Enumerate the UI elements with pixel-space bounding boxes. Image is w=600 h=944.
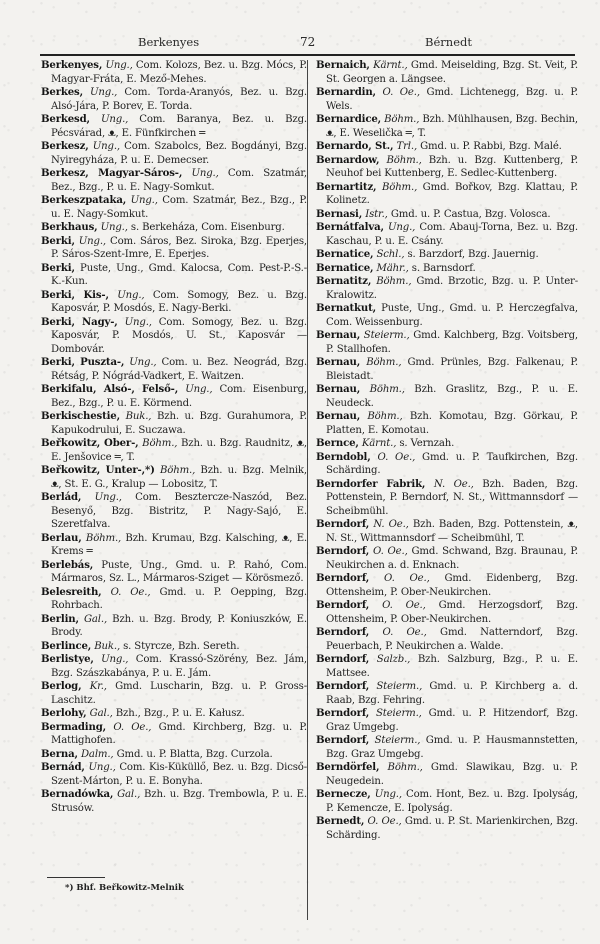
gazetteer-entry [316,707,578,734]
entry-headword: Bernardice, [316,113,381,125]
entry-details: Com. Szatmár, Bez., Bzg., P. u. E. Nagy-Somkut. [51,195,307,220]
entry-details: Com. Baranya, Bez. u. Bzg. Pécsvárad, ᴥ, E. Fünfkirchen ═ [51,114,307,139]
entry-province: Gal., [83,613,108,625]
gazetteer-entry [316,275,578,302]
entry-province: Mähr., [376,262,409,274]
entry-headword: Berna, [41,747,78,760]
entry-details: Gmd. Bořkov, Bzg. Klattau, P. Kolinetz. [326,181,578,206]
entry-province: Ung., [100,222,128,233]
entry-details: Gmd. Brzotic, Bzg. u. P. Unter-Kralowitz. [326,276,579,301]
gazetteer-entry [316,599,578,626]
entry-province: Kärnt., [373,60,408,71]
gazetteer-entry [41,613,307,640]
entry-details: Bzh. Baden, Bzg. Pottenstein, P. Berndorf, N. St., Wittmannsdorf — Scheibmühl. [326,478,578,517]
gazetteer-entry [41,316,307,357]
entry-province: Ung., [105,60,133,71]
gazetteer-entry [41,86,307,113]
entry-details: Com. Besztercze-Naszód, Bez. Besenyő, Bzg. Bistritz, P. Nagy-Sajó, E. Szeretfalva. [51,492,307,530]
entry-province: Ung., [388,222,416,233]
gazetteer-entry [41,289,307,316]
entry-province: Ung., [88,762,116,773]
entry-headword: Belesreith, [41,585,102,598]
gazetteer-entry [316,154,578,181]
entry-details: Gmd. Herzogsdorf, Bzg. Ottensheim, P. Ober-Neukirchen. [326,600,578,625]
entry-details: s. Berkeháza, Com. Eisenburg. [127,222,285,233]
entry-province: Böhm., [142,438,178,449]
gazetteer-entry [41,140,307,167]
entry-headword: Berki, Puszta-, [41,356,125,368]
entry-details: Gmd. u. P. Taufkirchen, Bzg. Schärding. [326,451,578,476]
entry-headword: Berki, Kis-, [41,288,109,301]
entry-province: Schl., [376,249,405,260]
entry-province: Ung., [100,114,129,125]
entry-headword: Berki, [41,234,75,247]
gazetteer-entry [316,410,578,437]
entry-details: Gmd. Slawikau, Bzg. u. P. Neugedein. [326,762,578,787]
entry-province: O. Oe., [384,573,430,584]
gazetteer-entry [41,167,307,194]
entry-details: s. Barzdorf, Bzg. Jauernig. [404,249,539,260]
gazetteer-entry [41,383,307,410]
entry-details: s. Styrcze, Bzh. Sereth. [120,640,240,652]
gazetteer-entry [41,437,307,464]
entry-province: Böhm., [386,154,422,166]
entry-headword: Berkifalu, Alsó-, Felső-, [41,383,179,395]
entry-headword: Bernardo, St., [316,140,394,152]
entry-details: Bzh. Krumau, Bzg. Kalsching, ᴥ, E. Krems ═ [51,532,307,557]
entry-headword: Berkesd, [41,113,90,125]
entry-details: Com. Sáros, Bez. Siroka, Bzg. Eperjes, P. Sáros-Szent-Imre, E. Eperjes. [51,235,307,260]
entry-province: Ung., [185,384,213,395]
entry-province: Steierm., [376,708,422,719]
entry-province: Dalm., [80,748,114,760]
entry-details: Puste, Ung., Gmd. Kalocsa, Com. Pest-P.-S.-K.-Kun. [51,262,307,287]
entry-province: Ung., [191,168,219,179]
entry-province: Kärnt., [361,438,397,449]
gazetteer-entry [316,626,578,653]
gazetteer-entry [41,59,307,86]
gazetteer-entry [316,181,578,208]
entry-details: Com. Abauj-Torna, Bez. u. Bzg. Kaschau, P. u. E. Csány. [326,222,578,247]
entry-headword: Berlistye, [41,653,94,665]
entry-headword: Berndorf, [316,599,370,611]
entry-details: Com. Somogy, Bez. u. Bzg. Kaposvár, P. Mosdós, U. St., Kaposvár — Dombovár. [51,316,307,355]
right-column [316,59,578,842]
entry-province: Ung., [374,789,402,800]
entry-headword: Bernatitz, [316,275,372,287]
entry-details: Gmd. Kirchberg, Bzg. u. P. Mattighofen. [51,721,307,746]
entry-details: Com. Eisenburg, Bez., Bzg., P. u. E. Körmend. [51,384,307,409]
entry-details: Bzh. u. Bzg. Trembowla, P. u. E. Strusów. [51,789,307,814]
entry-headword: Berkes, [41,86,83,98]
entry-province: O. Oe., [373,546,408,557]
entry-province: O. Oe., [377,451,416,463]
gazetteer-entry [316,572,578,599]
gazetteer-entry [316,653,578,680]
gazetteer-entry [316,113,578,140]
entry-headword: Bernardin, [316,86,376,98]
entry-details: Com. Krassó-Szörény, Bez. Jám, Bzg. Szászkabánya, P. u. E. Jám. [51,654,307,679]
header-rule [40,54,575,56]
entry-headword: Berkischestie, [41,410,120,422]
entry-headword: Berndorf, [316,653,370,665]
entry-details: Bzh. Graslitz, Bzg., P. u. E. Neudeck. [326,384,578,409]
entry-headword: Berndorf, [316,626,370,638]
entry-headword: Berlád, [41,491,82,503]
entry-headword: Berkhaus, [41,221,98,233]
entry-headword: Beřkowitz, Ober-, [41,437,139,449]
entry-province: Gal., [117,789,141,800]
entry-headword: Bernecze, [316,788,371,800]
gazetteer-entry [316,788,578,815]
entry-province: Böhm., [366,357,402,368]
entry-details: Com. Hont, Bez. u. Bzg. Ipolyság, P. Kemencze, E. Ipolyság. [326,789,578,814]
entry-details: Gmd. Kalchberg, Bzg. Voitsberg, P. Stallhofen. [326,330,578,355]
entry-details: Gmd. u. P. St. Marienkirchen, Bzg. Schärding. [326,816,578,841]
gazetteer-entry [316,451,578,478]
entry-province: Ung., [90,87,118,98]
entry-province: Ung., [78,235,107,247]
entry-details: Bzh. u. Bzg. Melnik, ᴥ, St. E. G., Kralup — Lobositz, T. [51,465,307,490]
gazetteer-entry [316,356,578,383]
gazetteer-entry [316,140,578,154]
entry-headword: Berndorf, [316,680,370,692]
entry-details: s. Vernzah. [396,438,455,449]
column-divider [307,60,308,920]
entry-headword: Berkeszpataka, [41,194,127,206]
entry-province: Ung., [94,492,122,503]
entry-headword: Bernartitz, [316,180,377,193]
entry-headword: Berki, Nagy-, [41,315,118,328]
gazetteer-entry [41,707,307,721]
entry-headword: Bernau, [316,329,361,341]
entry-headword: Bernasi, [316,207,363,220]
gazetteer-entry [41,680,307,707]
page-number: 72 [300,35,316,49]
entry-headword: Bernatkut, [316,302,377,314]
entry-province: Böhm., [384,114,420,125]
gazetteer-entry [316,262,578,276]
entry-province: Buk., [125,411,152,422]
entry-headword: Bernaich, [316,59,370,71]
entry-details: Gmd. u. P. Castua, Bzg. Volosca. [387,208,551,220]
entry-province: Böhm., [85,532,122,544]
entry-headword: Berkesz, Magyar-Sáros-, [41,167,183,179]
entry-province: Salzb., [376,654,411,665]
entry-province: O. Oe., [382,600,426,611]
gazetteer-entry [316,248,578,262]
gazetteer-entry [316,329,578,356]
entry-province: Ung., [101,654,129,665]
entry-province: O. Oe., [367,816,402,827]
entry-headword: Berkenyes, [41,59,103,71]
entry-headword: Berndorf, [316,518,370,530]
entry-headword: Bernau, [316,356,361,368]
gazetteer-entry [41,640,307,654]
gazetteer-entry [41,532,307,559]
entry-province: O. Oe., [382,87,420,98]
entry-details: Com. Szabolcs, Bez. Bogdányi, Bzg. Nyiregyháza, P. u. E. Demecser. [51,141,307,166]
entry-details: Gmd. Lichtenegg, Bzg. u. P. Wels. [326,87,578,112]
gazetteer-entry [316,383,578,410]
entry-details: Bzh. Baden, Bzg. Pottenstein, ᴥ, N. St., Wittmannsdorf — Scheibmühl, T. [326,519,578,544]
entry-details: Gmd. u. P. Oepping, Bzg. Rohrbach. [51,586,307,611]
entry-province: Steierm., [374,735,421,746]
entry-province: Ung., [117,289,145,301]
entry-province: Trl., [396,141,418,152]
entry-details: Bzh. Mühlhausen, Bzg. Bechin, ᴥ, E. Weselička ═, T. [326,114,578,139]
gazetteer-entry [41,491,307,532]
entry-province: O. Oe., [110,586,151,598]
entry-province: Istr., [365,208,388,220]
entry-province: N. Oe., [433,478,474,490]
running-head-right: Bérnedt [425,35,472,49]
entry-details: Com. Kolozs, Bez. u. Bzg. Mócs, P. Magyar-Fráta, E. Mező-Mehes. [51,60,307,85]
entry-headword: Bernedt, [316,815,365,827]
entry-headword: Bernatice, [316,248,374,260]
footnote-rule [47,877,105,878]
gazetteer-entry [316,680,578,707]
entry-province: Steierm., [363,330,410,341]
entry-province: Buk., [94,640,121,652]
entry-headword: Berndörfel, [316,761,380,773]
gazetteer-entry [41,410,307,437]
entry-details: Bzh., Bzg., P. u. E. Kałusz. [112,708,245,719]
entry-headword: Berlog, [41,680,82,692]
gazetteer-entry [316,761,578,788]
entry-details: Gmd. Eidenberg, Bzg. Ottensheim, P. Ober-Neukirchen. [326,573,578,598]
entry-province: Ung., [124,316,152,328]
entry-headword: Bernadówka, [41,788,114,800]
entry-details: Gmd. Schwand, Bzg. Braunau, P. Neukirchen a. d. Enknach. [326,546,579,571]
gazetteer-entry [316,518,578,545]
entry-details: Bzh. Salzburg, Bzg., P. u. E. Mattsee. [326,654,578,679]
entry-province: N. Oe., [373,519,409,530]
entry-headword: Bernád, [41,761,85,773]
entry-headword: Beřkowitz, Unter-,*) [41,464,155,476]
entry-headword: Berndorf, [316,545,370,557]
gazetteer-entry [41,559,307,586]
entry-details: Com. u. Bez. Neográd, Bzg. Rétság, P. Nógrád-Vadkert, E. Waitzen. [51,357,307,382]
gazetteer-entry [41,356,307,383]
entry-details: Bzh. Komotau, Bzg. Görkau, P. Platten, E. Komotau. [326,411,579,436]
entry-details: s. Barnsdorf. [408,262,476,274]
entry-headword: Berlohy, [41,707,87,719]
entry-province: Böhm., [369,384,405,395]
gazetteer-entry [316,734,578,761]
gazetteer-entry [316,815,578,842]
entry-province: Böhm., [376,276,412,287]
entry-details: Bzh. u. Bzg. Gurahumora, P. Kapukodrului, E. Suczawa. [51,411,307,436]
entry-headword: Berndobl, [316,450,371,463]
gazetteer-entry [41,262,307,289]
entry-province: Steierm., [376,681,423,692]
entry-headword: Berlin, [41,612,79,625]
entry-details: Bzh. u. Bzg. Raudnitz, ᴥ, E. Jenšovice ═, T. [51,438,307,463]
gazetteer-entry [41,464,307,491]
entry-province: Böhm., [381,181,418,193]
gazetteer-entry [316,545,578,572]
entry-headword: Berndorf, [316,734,370,746]
gazetteer-entry [316,208,578,222]
entry-province: O. Oe., [113,721,152,733]
entry-details: Puste, Ung., Gmd. u. P. Rahó, Com. Mármaros, Sz. L., Mármaros-Sziget — Körösmező. [51,559,307,584]
entry-province: Gal., [89,708,113,719]
entry-province: Ung., [130,195,158,206]
entry-headword: Bernatice, [316,261,374,274]
entry-headword: Bernátfalva, [316,221,384,233]
gazetteer-entry [316,221,578,248]
gazetteer-entry [41,194,307,221]
gazetteer-entry [41,586,307,613]
entry-details: Com. Szatmár, Bez., Bzg., P. u. E. Nagy-Somkut. [51,168,307,193]
entry-headword: Berki, [41,261,75,274]
entry-details: Gmd. u. P. Hausmannstetten, Bzg. Graz Umgebg. [326,735,578,760]
gazetteer-entry [41,653,307,680]
entry-details: Gmd. Natterndorf, Bzg. Peuerbach, P. Neukirchen a. Walde. [326,627,578,652]
entry-details: Bzh. u. Bzg. Brody, P. Koniuszków, E. Brody. [51,613,307,638]
entry-headword: Berndorfer Fabrik, [316,477,426,490]
entry-headword: Berndorf, [316,707,370,719]
entry-headword: Bernce, [316,437,359,449]
entry-details: Com. Kis-Küküllő, Bez. u. Bzg. Dicső-Szent-Márton, P. u. E. Bonyha. [51,762,307,787]
entry-details: Com. Somogy, Bez. u. Bzg. Kaposvár, P. Mosdós, E. Nagy-Berki. [51,289,307,314]
gazetteer-entry [41,221,307,235]
entry-headword: Berlau, [41,531,82,544]
entry-details: Gmd. u. P. Blatta, Bzg. Curzola. [113,748,273,760]
entry-details: Gmd. u. P. Hitzendorf, Bzg. Graz Umgebg. [326,708,578,733]
entry-details: Gmd. Luscharin, Bzg. u. P. Gross-Laschitz. [51,681,307,706]
gazetteer-entry [41,788,307,815]
entry-details: Com. Torda-Aranyós, Bez. u. Bzg. Alsó-Jára, P. Borev, E. Torda. [51,87,307,112]
entry-headword: Bernardow, [316,153,380,166]
entry-headword: Berlebás, [41,558,94,571]
entry-details: Gmd. Prünles, Bzg. Falkenau, P. Bleistadt. [326,357,578,382]
entry-province: Böhm., [387,762,423,773]
entry-headword: Bermading, [41,720,106,733]
gazetteer-entry [316,302,578,329]
entry-details: Bzh. u. Bzg. Kuttenberg, P. Neuhof bei Kuttenberg, E. Sedlec-Kuttenberg. [326,154,579,179]
entry-headword: Berndorf, [316,572,370,584]
gazetteer-entry [316,59,578,86]
entry-details: Gmd. Meiselding, Bzg. St. Veit, P. St. Georgen a. Längsee. [326,60,578,85]
gazetteer-entry [316,437,578,451]
entry-province: O. Oe., [382,627,427,638]
entry-province: Ung., [92,141,120,152]
footnote: *) Bhf. Beřkowitz-Melnik [65,883,184,893]
entry-headword: Berkesz, [41,140,89,152]
entry-province: Böhm., [160,465,196,476]
entry-details: Puste, Ung., Gmd. u. P. Herczegfalva, Com. Weissenburg. [326,303,578,328]
entry-headword: Bernau, [316,383,361,395]
gazetteer-entry [41,761,307,788]
gazetteer-entry [316,86,578,113]
entry-headword: Bernau, [316,410,361,422]
entry-province: Kr., [89,681,107,692]
gazetteer-entry [41,748,307,762]
running-header [38,33,576,53]
left-column [41,59,307,815]
gazetteer-entry [41,113,307,140]
entry-province: Ung., [129,357,157,368]
entry-headword: Berlince, [41,639,92,652]
gazetteer-entry [41,235,307,262]
entry-province: Böhm., [367,411,403,422]
running-head-left: Berkenyes [138,35,200,49]
gazetteer-entry [41,721,307,748]
entry-details: Gmd. u. P. Kirchberg a. d. Raab, Bzg. Fehring. [326,681,578,706]
entry-details: Gmd. u. P. Rabbi, Bzg. Malé. [417,141,562,152]
gazetteer-entry [316,478,578,519]
